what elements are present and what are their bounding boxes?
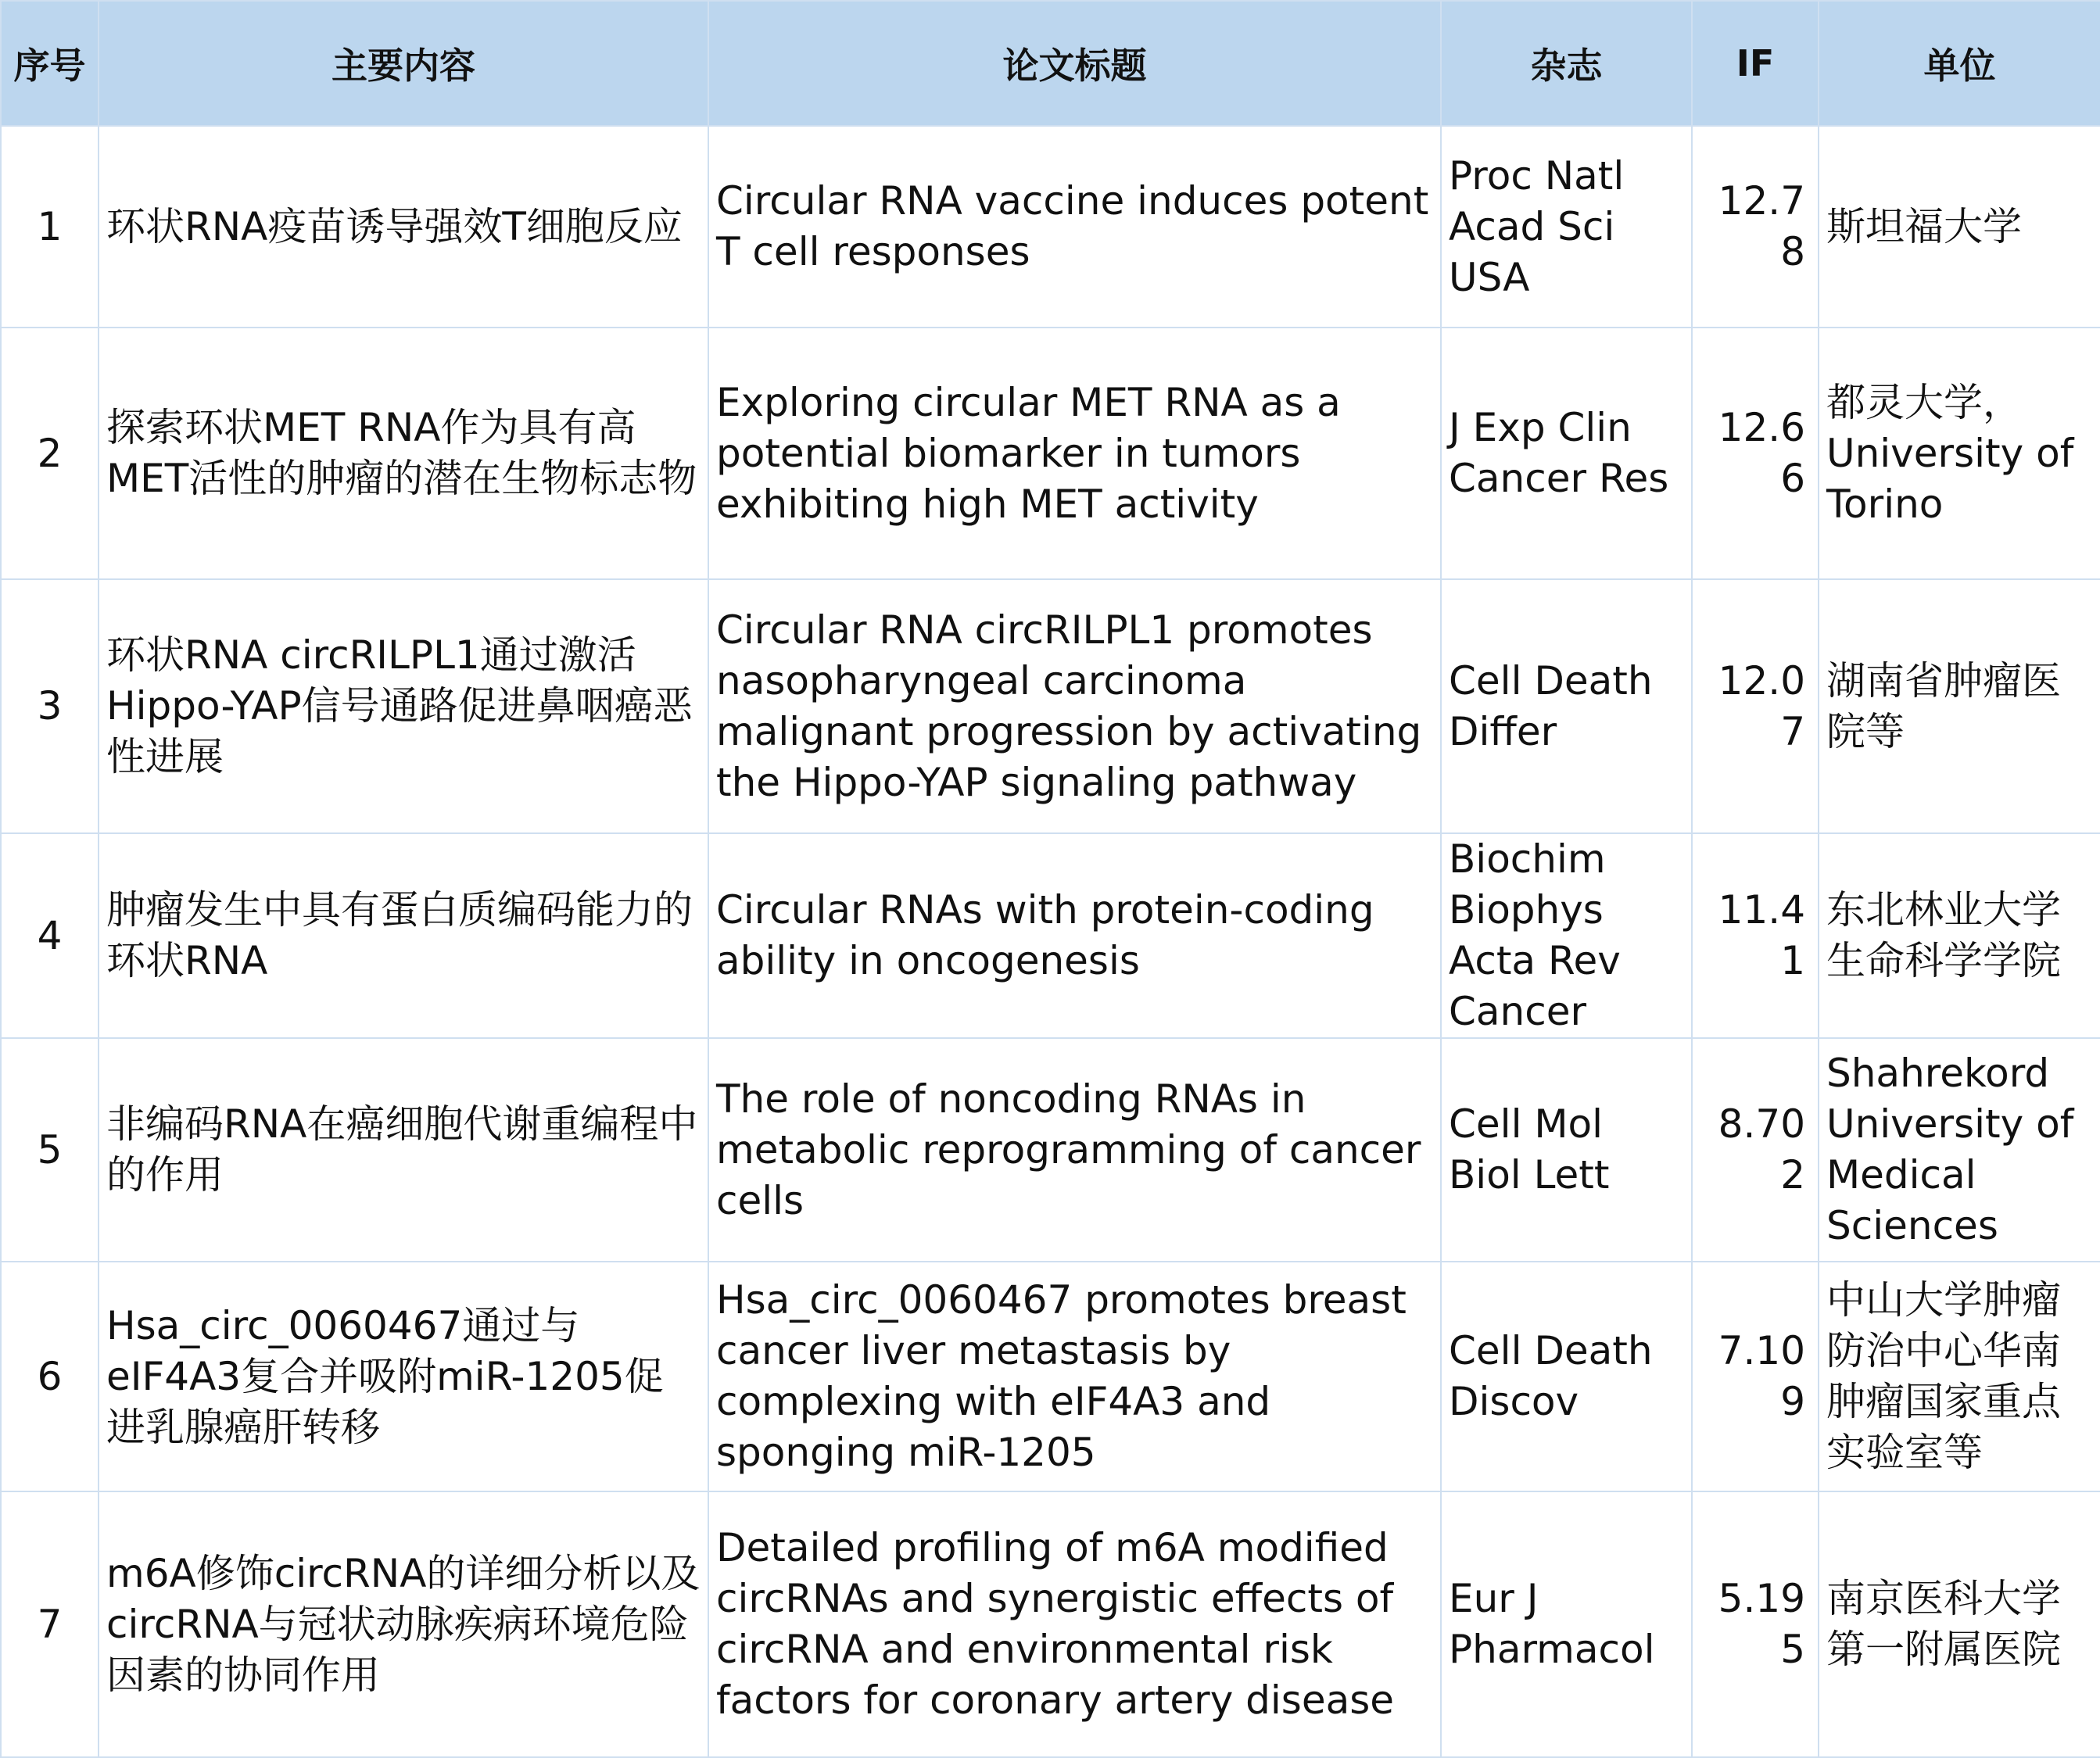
cell-unit: Shahrekord University of Medical Sciences [1819, 1038, 2100, 1262]
header-row [1, 1, 2100, 126]
cell-no: 3 [1, 579, 99, 833]
table-row [1, 833, 2100, 1038]
cell-title: Detailed profiling of m6A modified circRNAs and synergistic effects of circRNA and environmental risk factors for coronary artery disease [708, 1491, 1441, 1757]
cell-journal: Cell Death Discov [1441, 1262, 1692, 1491]
cell-journal: Biochim Biophys Acta Rev Cancer [1441, 833, 1692, 1038]
cell-title: Circular RNA vaccine induces potent T cell responses [708, 126, 1441, 328]
header-if: IF [1692, 1, 1819, 126]
cell-title: Exploring circular MET RNA as a potential biomarker in tumors exhibiting high MET activity [708, 328, 1441, 579]
table-row [1, 1491, 2100, 1757]
cell-no: 1 [1, 126, 99, 328]
cell-unit: 斯坦福大学 [1819, 126, 2100, 328]
cell-if: 7.109 [1692, 1262, 1819, 1491]
cell-title: Circular RNA circRILPL1 promotes nasopharyngeal carcinoma malignant progression by activating the Hippo-YAP signaling pathway [708, 579, 1441, 833]
header-no: 序号 [1, 1, 99, 126]
table-row [1, 1038, 2100, 1262]
cell-no: 2 [1, 328, 99, 579]
cell-unit: 南京医科大学第一附属医院 [1819, 1491, 2100, 1757]
header-journal: 杂志 [1441, 1, 1692, 126]
table-row [1, 126, 2100, 328]
cell-no: 5 [1, 1038, 99, 1262]
header-title: 论文标题 [708, 1, 1441, 126]
cell-content: 环状RNA circRILPL1通过激活Hippo-YAP信号通路促进鼻咽癌恶性进展 [99, 579, 708, 833]
cell-if: 11.41 [1692, 833, 1819, 1038]
cell-if: 12.78 [1692, 126, 1819, 328]
cell-content: 肿瘤发生中具有蛋白质编码能力的环状RNA [99, 833, 708, 1038]
table-header [1, 1, 2100, 126]
cell-if: 12.66 [1692, 328, 1819, 579]
table-row [1, 328, 2100, 579]
cell-content: Hsa_circ_0060467通过与eIF4A3复合并吸附miR-1205促进乳腺癌肝转移 [99, 1262, 708, 1491]
table-row [1, 1262, 2100, 1491]
cell-journal: J Exp Clin Cancer Res [1441, 328, 1692, 579]
cell-title: Circular RNAs with protein-coding ability in oncogenesis [708, 833, 1441, 1038]
cell-if: 5.195 [1692, 1491, 1819, 1757]
cell-no: 7 [1, 1491, 99, 1757]
cell-title: The role of noncoding RNAs in metabolic reprogramming of cancer cells [708, 1038, 1441, 1262]
cell-if: 8.702 [1692, 1038, 1819, 1262]
cell-content: m6A修饰circRNA的详细分析以及circRNA与冠状动脉疾病环境危险因素的协同作用 [99, 1491, 708, 1757]
cell-unit: 湖南省肿瘤医院等 [1819, 579, 2100, 833]
cell-journal: Cell Death Differ [1441, 579, 1692, 833]
table-body [1, 126, 2100, 1757]
cell-content: 环状RNA疫苗诱导强效T细胞反应 [99, 126, 708, 328]
cell-content: 非编码RNA在癌细胞代谢重编程中的作用 [99, 1038, 708, 1262]
cell-unit: 都灵大学，University of Torino [1819, 328, 2100, 579]
cell-if: 12.07 [1692, 579, 1819, 833]
cell-journal: Eur J Pharmacol [1441, 1491, 1692, 1757]
cell-journal: Cell Mol Biol Lett [1441, 1038, 1692, 1262]
cell-unit: 东北林业大学生命科学学院 [1819, 833, 2100, 1038]
cell-no: 4 [1, 833, 99, 1038]
cell-no: 6 [1, 1262, 99, 1491]
table-row [1, 579, 2100, 833]
cell-unit: 中山大学肿瘤防治中心华南肿瘤国家重点实验室等 [1819, 1262, 2100, 1491]
header-unit: 单位 [1819, 1, 2100, 126]
cell-content: 探索环状MET RNA作为具有高MET活性的肿瘤的潜在生物标志物 [99, 328, 708, 579]
header-content: 主要内容 [99, 1, 708, 126]
cell-title: Hsa_circ_0060467 promotes breast cancer liver metastasis by complexing with eIF4A3 and sponging miR-1205 [708, 1262, 1441, 1491]
cell-journal: Proc Natl Acad Sci USA [1441, 126, 1692, 328]
